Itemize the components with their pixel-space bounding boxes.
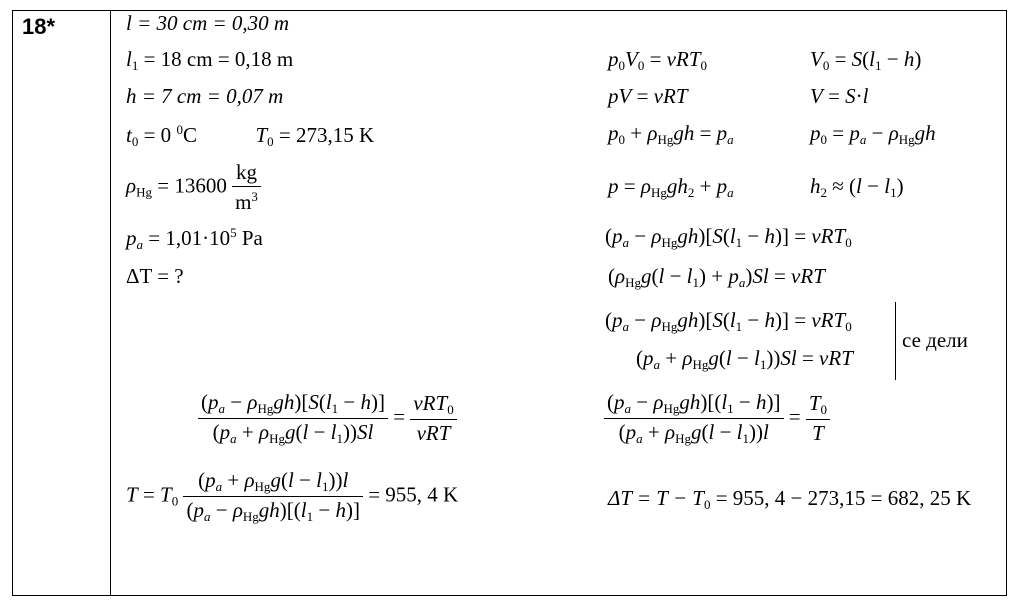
column-divider bbox=[110, 10, 111, 596]
divide-annotation: се дели bbox=[902, 328, 968, 352]
given-l1: $l_1 = 18$ cm = 0,18 m bbox=[126, 47, 294, 73]
given-t0: $t_0 = 0$ $^0$C $T_0 = 273,15$ K bbox=[126, 122, 375, 149]
eq-pressure-0: $p_0 + \rho_{Hg}gh = p_a$ bbox=[608, 121, 734, 147]
eq-v0: $V_0 = S(l_1 - h)$ bbox=[810, 47, 922, 73]
eq-ratio-left: $\frac{(p_a - \rho_{Hg}gh)[S(l_1 - h)]}{(p_a + \rho_{Hg}g(l - l_1))Sl}$ = $\frac{\nu RT_0}{\text{νRT}}$ bbox=[198, 392, 457, 445]
given-l: l = 30 cm = 0,30 m bbox=[126, 11, 290, 35]
eq-p0: $p_0 = p_a - \rho_{Hg}gh$ bbox=[810, 121, 936, 147]
eq-system-1: $(p_a - \rho_{Hg}gh)[S(l_1 - h)] = \nu RT_0$ bbox=[605, 308, 852, 334]
eq-pressure: $p = \rho_{Hg}gh_2 + p_a$ bbox=[608, 174, 734, 200]
eq-state-0: $p_0V_0 = \nu RT_0$ bbox=[608, 47, 707, 73]
eq-sub-2: $(\rho_{Hg}g(l - l_1) + p_a)Sl = \nu RT$ bbox=[608, 264, 825, 290]
eq-T-result: $T = T_0$ $\frac{(p_a + \rho_{Hg}g(l - l_1))l}{(p_a - \rho_{Hg}gh)[(l_1 - h)]}$ = 955, 4 K bbox=[126, 468, 459, 524]
eq-ratio-right: $\frac{(p_a - \rho_{Hg}gh)[(l_1 - h)]}{(p_a + \rho_{Hg}g(l - l_1))l}$ = $\frac{T_0}{T}$ bbox=[604, 392, 830, 445]
eq-sub-1: $(p_a - \rho_{Hg}gh)[S(l_1 - h)] = \nu RT_0$ bbox=[605, 224, 852, 250]
eq-state: pV = νRT bbox=[608, 84, 688, 108]
eq-h2: $h_2 \approx (l - l_1)$ bbox=[810, 174, 904, 200]
given-rho: $\rho_{Hg} = 13600$ $\frac{kg}{m^3}$ bbox=[126, 162, 261, 213]
given-h: h = 7 cm = 0,07 m bbox=[126, 84, 284, 108]
divide-bar bbox=[895, 302, 896, 380]
problem-number: 18* bbox=[22, 14, 56, 39]
eq-dT-result: $\Delta T = T - T_0 = 955$, 4 − 273,15 = 682, 25 K bbox=[608, 486, 972, 512]
given-pa: $p_a = 1,01\cdot 10^5$ Pa bbox=[126, 225, 263, 252]
eq-system-2: $(p_a + \rho_{Hg}g(l - l_1))Sl = \nu RT$ bbox=[636, 346, 853, 372]
given-dT: ΔT = ? bbox=[126, 264, 184, 288]
eq-v: V = S·l bbox=[810, 84, 869, 108]
